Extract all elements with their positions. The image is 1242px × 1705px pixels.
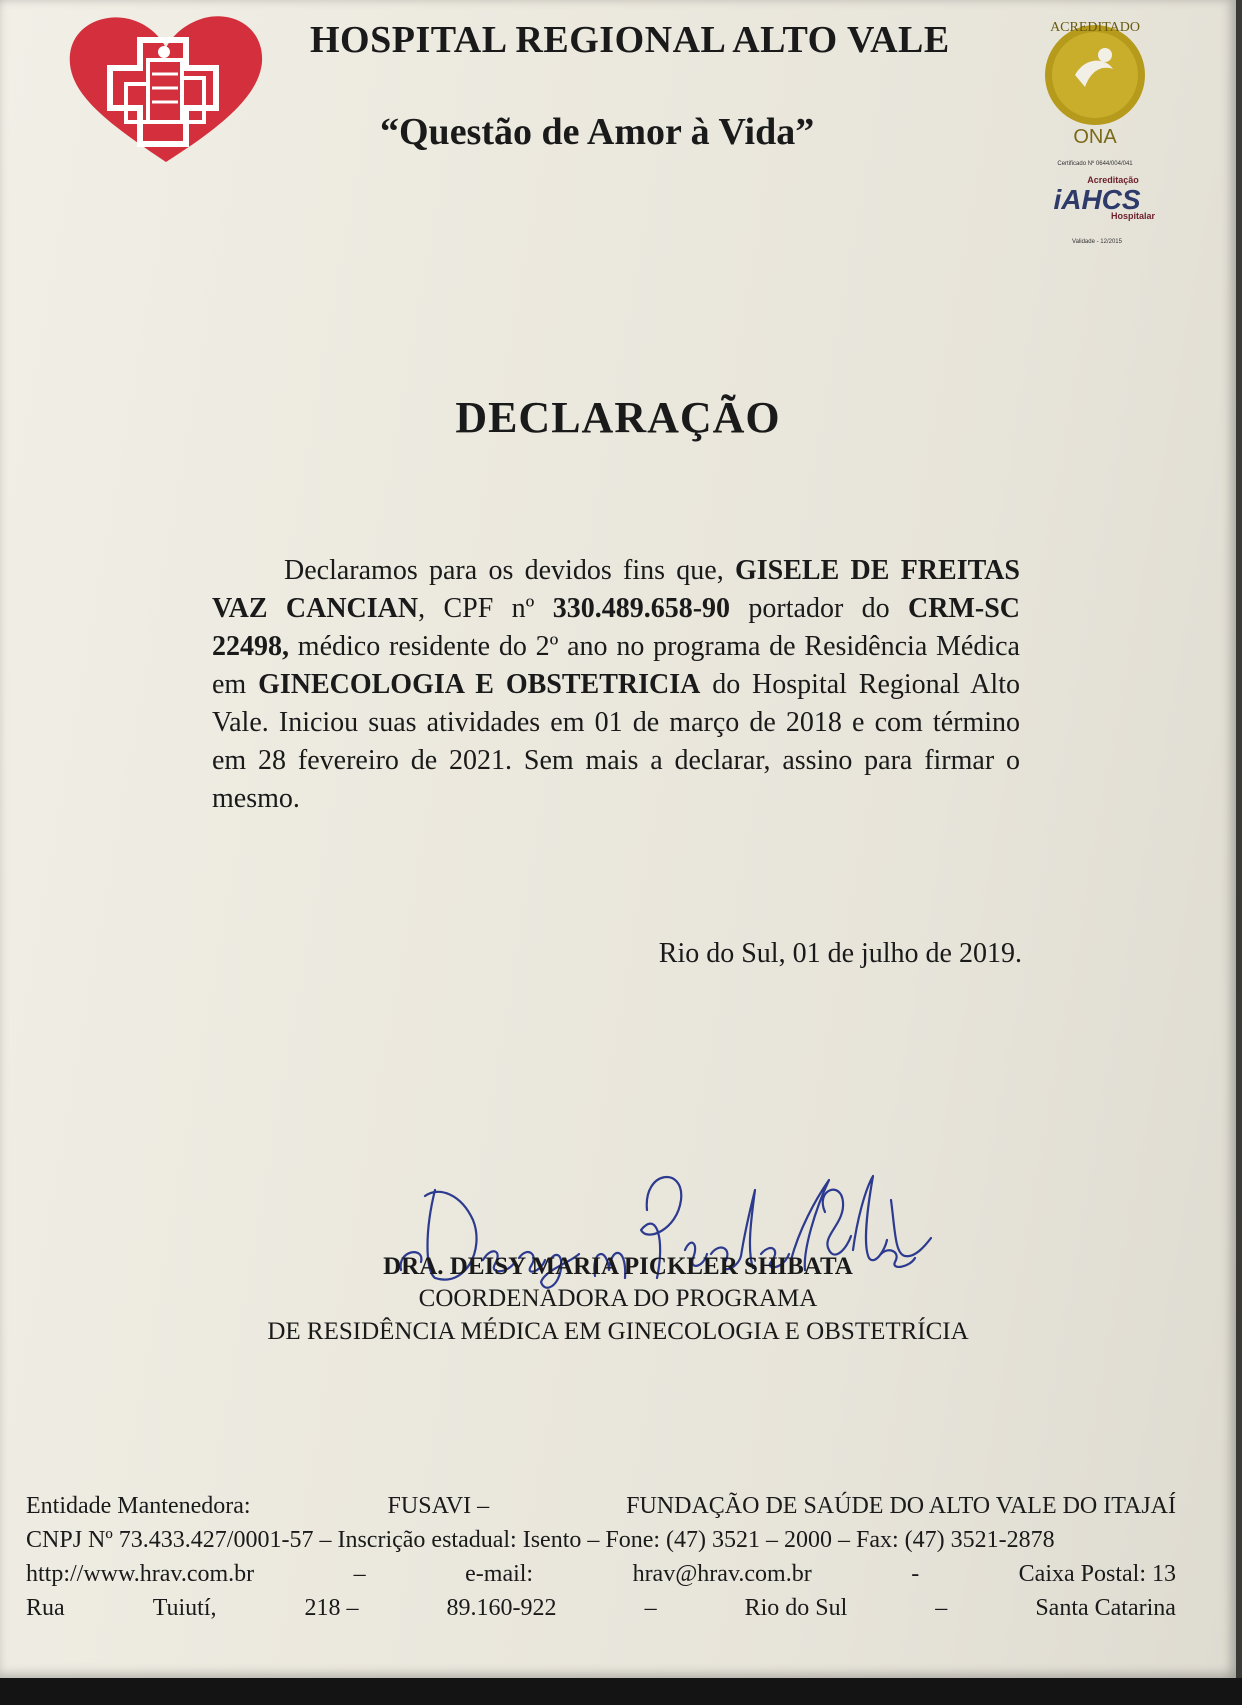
footer-row-cnpj bbox=[26, 1527, 1176, 1554]
paper-edge-shadow bbox=[1236, 0, 1242, 1678]
iahcs-sub1: Acreditação bbox=[1087, 175, 1139, 185]
certificado-label: Certificado Nº 0644/004/041 bbox=[1057, 161, 1133, 167]
signatory-role-line2: DE RESIDÊNCIA MÉDICA EM GINECOLOGIA E OBSTETRÍCIA bbox=[267, 1318, 969, 1345]
iahcs-logo-text: iAHCS bbox=[1053, 184, 1141, 215]
ona-label: ONA bbox=[1073, 126, 1117, 148]
document-title: DECLARAÇÃO bbox=[455, 393, 781, 442]
cpf-number: 330.489.658-90 bbox=[552, 593, 731, 624]
footer-email: hrav@hrav.com.br bbox=[632, 1561, 812, 1587]
accreditation-badges bbox=[1005, 5, 1185, 255]
body-text-3: portador do bbox=[730, 593, 909, 624]
footer-text: Tuiutí, bbox=[152, 1595, 217, 1621]
footer-text: 89.160-922 bbox=[446, 1595, 557, 1621]
footer-text: 218 – bbox=[304, 1595, 359, 1621]
crm-number: CRM-SC 22498, bbox=[212, 593, 1021, 662]
place-date: Rio do Sul, 01 de julho de 2019. bbox=[658, 938, 1022, 969]
footer-text: Entidade Mantenedora: bbox=[26, 1493, 251, 1519]
footer-text: Caixa Postal: 13 bbox=[1018, 1561, 1176, 1587]
signatory-role-line1: COORDENADORA DO PROGRAMA bbox=[418, 1285, 818, 1312]
program-name: GINECOLOGIA E OBSTETRICIA bbox=[258, 669, 701, 700]
hospital-heart-logo-icon bbox=[66, 12, 266, 167]
footer-text: – bbox=[935, 1595, 948, 1621]
footer-text: FUNDAÇÃO DE SAÚDE DO ALTO VALE DO ITAJAÍ bbox=[626, 1493, 1176, 1519]
body-text-4: médico residente do 2º ano no programa de Residência Médica em bbox=[212, 631, 1020, 700]
footer-text: e-mail: bbox=[465, 1561, 534, 1587]
body-text-5: do Hospital Regional Alto Vale. Iniciou suas atividades em 01 de março de 2018 e com término em 28 fevereiro de 2021. Sem mais a declarar, assino para firmar o mesmo. bbox=[212, 669, 1020, 814]
footer-text: Santa Catarina bbox=[1035, 1595, 1176, 1621]
validade-label: Validade - 12/2015 bbox=[1072, 239, 1122, 245]
body-text-2: , CPF nº bbox=[418, 593, 553, 624]
footer-row-contact bbox=[26, 1561, 1176, 1588]
footer-text: Rio do Sul bbox=[744, 1595, 848, 1621]
declaration-body bbox=[212, 552, 1020, 818]
iahcs-sub2: Hospitalar bbox=[1110, 211, 1156, 221]
body-text-1: Declaramos para os devidos fins que, bbox=[284, 555, 735, 586]
ona-seal-icon bbox=[1045, 25, 1145, 125]
footer-text: – bbox=[644, 1595, 657, 1621]
background-surface bbox=[0, 1678, 1242, 1705]
signatory-name: DRA. DEISY MARIA PICKLER SHIBATA bbox=[383, 1253, 853, 1280]
footer-text: Rua bbox=[26, 1595, 65, 1621]
hospital-slogan: “Questão de Amor à Vida” bbox=[380, 111, 815, 153]
footer-text: CNPJ Nº 73.433.427/0001-57 – Inscrição estadual: Isento – Fone: (47) 3521 – 2000 – Fax: (47) 3521-2878 bbox=[26, 1527, 1055, 1553]
acreditado-label: ACREDITADO bbox=[1050, 20, 1140, 35]
footer-text: – bbox=[353, 1561, 366, 1587]
footer-website: http://www.hrav.com.br bbox=[26, 1561, 255, 1587]
footer-text: FUSAVI – bbox=[387, 1493, 490, 1519]
footer-row-address bbox=[26, 1595, 1176, 1622]
footer-row-mantenedora bbox=[26, 1493, 1176, 1520]
hospital-name: HOSPITAL REGIONAL ALTO VALE bbox=[310, 19, 950, 61]
footer-text: - bbox=[911, 1561, 920, 1587]
resident-name: GISELE DE FREITAS VAZ CANCIAN bbox=[212, 555, 1020, 624]
